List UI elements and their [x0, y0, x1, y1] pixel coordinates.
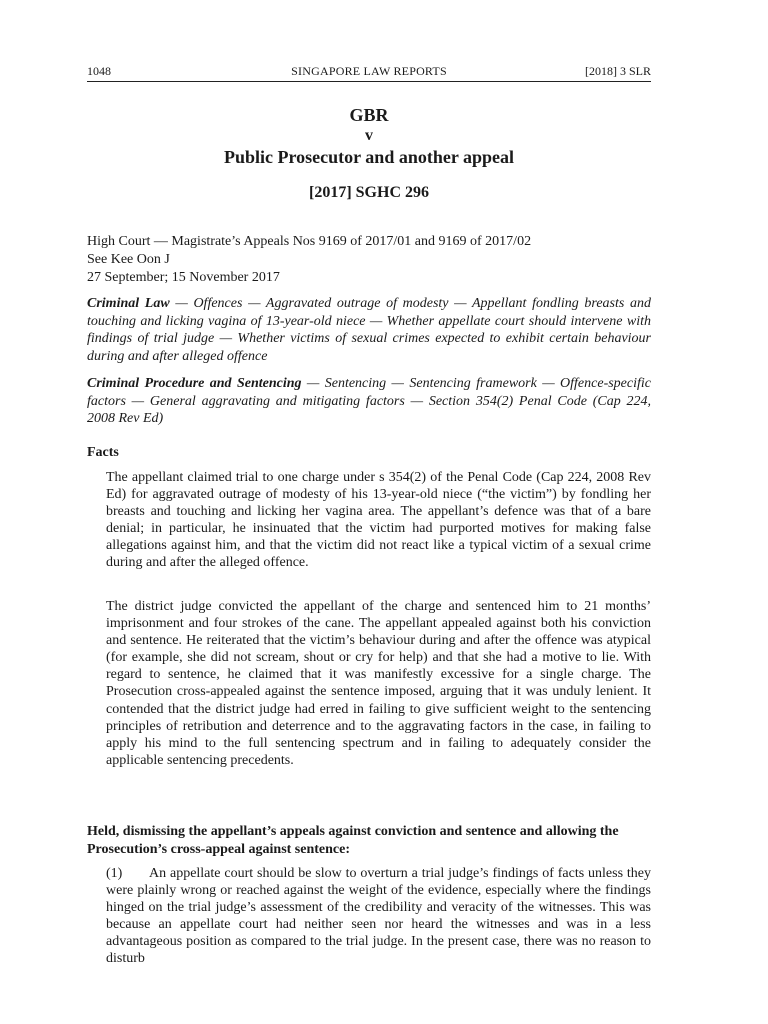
- neutral-citation: [2017] SGHC 296: [309, 184, 429, 201]
- facts-paragraph: The district judge convicted the appellant of the charge and sentenced him to 21 months’ imprisonment and four strokes of the cane. The appellant appealed against both his conviction and sentence. He reiterated that the victim’s behaviour during and after the offence was atypical (for example, she did not scream, shout or cry for help) and that she had a motive to lie. With regard to sentence, he claimed that it was manifestly excessive for a single charge. The Prosecution cross-appealed against the sentence imposed, arguing that it was unduly lenient. It contended that the district judge had erred in failing to give sufficient weight to the sentencing principles of retribution and deterrence and to the aggravating factors in the case, in failing to apply his mind to the full sentencing spectrum and in failing to adequately consider the applicable sentencing precedents.: [106, 599, 651, 768]
- versus-label: v: [365, 127, 373, 144]
- volume-citation: [2018] 3 SLR: [585, 64, 651, 78]
- held-point-number: (1): [106, 866, 123, 881]
- dates-line: 27 September; 15 November 2017: [87, 270, 280, 285]
- running-header: [87, 62, 651, 80]
- header-rule: [87, 81, 651, 82]
- court-line: High Court — Magistrate’s Appeals Nos 9169 of 2017/01 and 9169 of 2017/02: [87, 234, 532, 249]
- facts-heading: Facts: [87, 445, 119, 460]
- held-point: [106, 865, 651, 968]
- catchword-text: — Offences — Aggravated outrage of modesty — Appellant fondling breasts and touching and licking vagina of 13-year-old niece — Whether appellate court should intervene with findings of trial judge — Whether victims of sexual crimes expected to exhibit certain behaviour during and after alleged offence: [87, 296, 651, 364]
- case-title: [87, 104, 651, 168]
- catchword-text: — Sentencing — Sentencing framework — Offence-specific factors — General aggravating and mitigating factors — Section 354(2) Penal Code (Cap 224, 2008 Rev Ed): [87, 376, 651, 426]
- held-point-text: An appellate court should be slow to overturn a trial judge’s findings of facts unless they were plainly wrong or reached against the weight of the evidence, especially where the findings hinged on the trial judge’s assessment of the credibility and veracity of the witnesses. This was because an appellate court had neither seen nor heard the witnesses and was in a less advantageous position as compared to the trial judge. In the present case, there was no reason to disturb: [106, 866, 651, 967]
- case-meta: [87, 233, 651, 287]
- catchword-lead: Criminal Procedure and Sentencing: [87, 376, 302, 391]
- party-appellant: GBR: [349, 105, 389, 125]
- page-number: 1048: [87, 64, 111, 78]
- catchword-criminal-law: [87, 295, 651, 365]
- judge-line: See Kee Oon J: [87, 252, 170, 267]
- party-respondent: Public Prosecutor and another appeal: [223, 147, 515, 167]
- publication-title: SINGAPORE LAW REPORTS: [291, 64, 447, 78]
- catchword-criminal-procedure: [87, 375, 651, 428]
- facts-paragraph: The appellant claimed trial to one charge under s 354(2) of the Penal Code (Cap 224, 2008 Rev Ed) for aggravated outrage of modesty of his 13-year-old niece (“the victim”) by fondling her breasts and touching and licking her vagina area. The appellant’s defence was that of a bare denial; in particular, he insinuated that the victim had purported motives for making false allegations against him, and that the victim did not react like a typical victim of a sexual crime during and after the alleged offence.: [106, 470, 651, 571]
- held-heading: Held, dismissing the appellant’s appeals against conviction and sentence and allowing the Prosecution’s cross-appeal against sentence:: [87, 824, 619, 857]
- catchword-lead: Criminal Law: [87, 296, 170, 311]
